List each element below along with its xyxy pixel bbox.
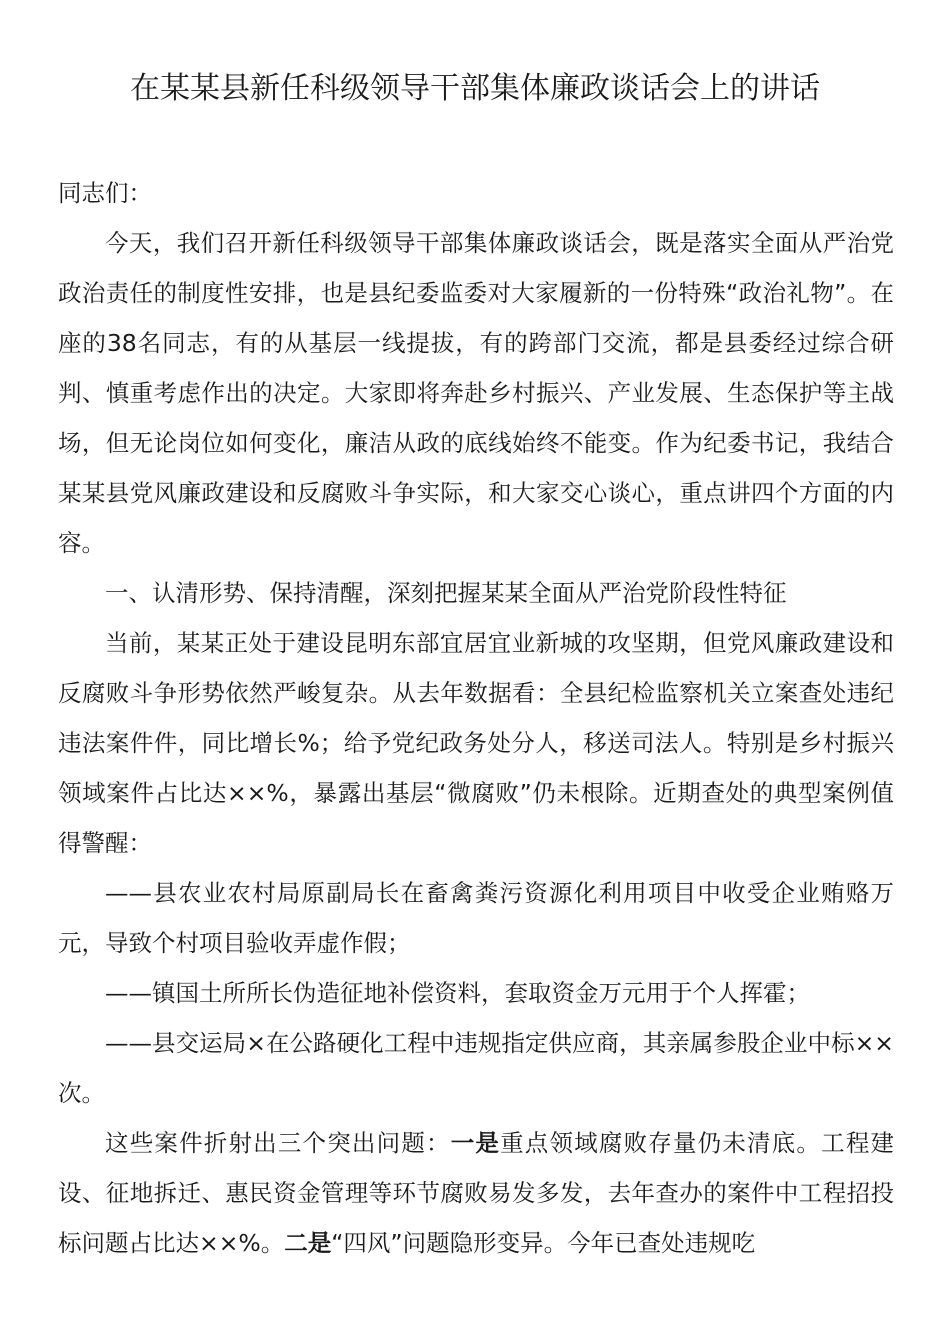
problem-text-first: 重点领域腐败存量仍未清底。工程建设、征地拆迁、惠民资金管理等环节腐败易发多发，去年查办的案件中工程招投标问题占比达××%。 bbox=[58, 1129, 895, 1257]
problems-paragraph bbox=[58, 1118, 894, 1268]
problem-label-first: 一是 bbox=[450, 1129, 501, 1157]
problem-text-second: “四风”问题隐形变异。今年已查处违规吃 bbox=[331, 1229, 756, 1257]
document-title: 在某某县新任科级领导干部集体廉政谈话会上的讲话 bbox=[130, 71, 820, 106]
problem-label-second: 二是 bbox=[284, 1229, 332, 1257]
case-item: ——县交运局×在公路硬化工程中违规指定供应商，其亲属参股企业中标××次。 bbox=[58, 1029, 894, 1107]
case-item: ——县农业农村局原副局长在畜禽粪污资源化利用项目中收受企业贿赂万元，导致个村项目验收弄虚作假； bbox=[58, 879, 894, 957]
salutation: 同志们： bbox=[58, 179, 152, 207]
problems-intro: 这些案件折射出三个突出问题： bbox=[105, 1129, 451, 1157]
opening-paragraph: 今天，我们召开新任科级领导干部集体廉政谈话会，既是落实全面从严治党政治责任的制度性安排，也是县纪委监委对大家履新的一份特殊“政治礼物”。在座的38名同志，有的从基层一线提拔，有的跨部门交流，都是县委经过综合研判、慎重考虑作出的决定。大家即将奔赴乡村振兴、产业发展、生态保护等主战场，但无论岗位如何变化，廉洁从政的底线始终不能变。作为纪委书记，我结合某某县党风廉政建设和反腐败斗争实际，和大家交心谈心，重点讲四个方面的内容。 bbox=[58, 229, 894, 557]
case-item: ——镇国土所所长伪造征地补偿资料，套取资金万元用于个人挥霍； bbox=[105, 979, 810, 1007]
section-paragraph: 当前，某某正处于建设昆明东部宜居宜业新城的攻坚期，但党风廉政建设和反腐败斗争形势依然严峻复杂。从去年数据看：全县纪检监察机关立案查处违纪违法案件件，同比增长%；给予党纪政务处分人，移送司法人。特别是乡村振兴领域案件占比达××%，暴露出基层“微腐败”仍未根除。近期查处的典型案例值得警醒： bbox=[58, 629, 894, 857]
section-heading: 一、认清形势、保持清醒，深刻把握某某全面从严治党阶段性特征 bbox=[105, 579, 787, 607]
document-body bbox=[58, 168, 894, 1268]
